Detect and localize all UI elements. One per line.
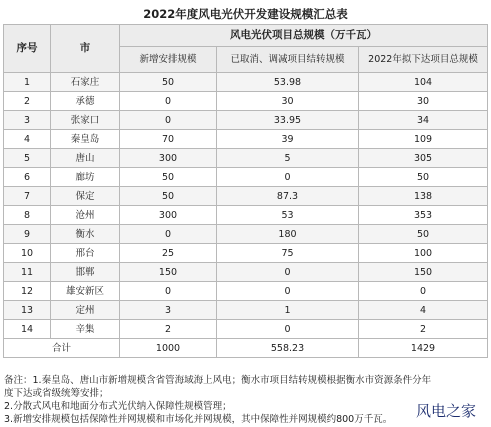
header-city: 市	[51, 25, 120, 73]
cell-new: 0	[120, 111, 217, 130]
cell-total: 0	[359, 282, 488, 301]
cell-city: 石家庄	[51, 73, 120, 92]
table-row	[4, 263, 488, 282]
cell-new: 50	[120, 73, 217, 92]
cell-total: 100	[359, 244, 488, 263]
cell-new: 50	[120, 187, 217, 206]
cell-cancel: 5	[217, 149, 359, 168]
cell-new: 2	[120, 320, 217, 339]
cell-cancel: 180	[217, 225, 359, 244]
total-cancel: 558.23	[217, 339, 359, 358]
cell-city: 张家口	[51, 111, 120, 130]
table-row	[4, 282, 488, 301]
note-line: 度下达或省级统筹安排；	[4, 388, 109, 399]
cell-cancel: 87.3	[217, 187, 359, 206]
cell-seq: 3	[4, 111, 51, 130]
note-line: 备注：1.秦皇岛、唐山市新增规模含省管海域海上风电；衡水市项目结转规模根据衡水市资源条件分年	[4, 375, 432, 386]
note-line: 2.分散式风电和地面分布式光伏纳入保障性规模管理；	[4, 401, 232, 412]
cell-cancel: 39	[217, 130, 359, 149]
total-row	[4, 339, 488, 358]
cell-cancel: 33.95	[217, 111, 359, 130]
cell-cancel: 0	[217, 168, 359, 187]
table-row	[4, 187, 488, 206]
cell-seq: 7	[4, 187, 51, 206]
table-row	[4, 130, 488, 149]
cell-total: 150	[359, 263, 488, 282]
table-row	[4, 225, 488, 244]
cell-city: 邯郸	[51, 263, 120, 282]
header-new: 新增安排规模	[120, 47, 217, 73]
cell-seq: 9	[4, 225, 51, 244]
watermark-logo: 风电之家	[404, 400, 488, 422]
cell-cancel: 53.98	[217, 73, 359, 92]
summary-table	[3, 24, 488, 358]
cell-new: 0	[120, 282, 217, 301]
cell-seq: 4	[4, 130, 51, 149]
table-row	[4, 73, 488, 92]
table-row	[4, 244, 488, 263]
table-row	[4, 168, 488, 187]
cell-cancel: 1	[217, 301, 359, 320]
cell-total: 34	[359, 111, 488, 130]
cell-city: 廊坊	[51, 168, 120, 187]
cell-city: 定州	[51, 301, 120, 320]
cell-new: 70	[120, 130, 217, 149]
total-total: 1429	[359, 339, 488, 358]
cell-new: 0	[120, 225, 217, 244]
cell-seq: 2	[4, 92, 51, 111]
cell-new: 3	[120, 301, 217, 320]
cell-city: 邢台	[51, 244, 120, 263]
cell-city: 秦皇岛	[51, 130, 120, 149]
cell-city: 唐山	[51, 149, 120, 168]
total-new: 1000	[120, 339, 217, 358]
cell-seq: 11	[4, 263, 51, 282]
cell-new: 150	[120, 263, 217, 282]
cell-seq: 13	[4, 301, 51, 320]
cell-total: 50	[359, 168, 488, 187]
cell-cancel: 0	[217, 282, 359, 301]
header-row	[4, 25, 488, 47]
cell-city: 沧州	[51, 206, 120, 225]
cell-cancel: 53	[217, 206, 359, 225]
total-label: 合计	[4, 339, 120, 358]
table-row	[4, 149, 488, 168]
header-group: 风电光伏项目总规模（万千瓦）	[120, 25, 488, 47]
cell-total: 50	[359, 225, 488, 244]
header-seq: 序号	[4, 25, 51, 73]
table-title: 2022年度风电光伏开发建设规模汇总表	[143, 7, 348, 21]
cell-cancel: 30	[217, 92, 359, 111]
cell-total: 109	[359, 130, 488, 149]
cell-new: 50	[120, 168, 217, 187]
cell-new: 300	[120, 206, 217, 225]
cell-seq: 14	[4, 320, 51, 339]
cell-city: 保定	[51, 187, 120, 206]
cell-seq: 5	[4, 149, 51, 168]
header-cancel: 已取消、调减项目结转规模	[217, 47, 359, 73]
table-body	[4, 25, 488, 358]
cell-total: 104	[359, 73, 488, 92]
cell-total: 30	[359, 92, 488, 111]
table-row	[4, 111, 488, 130]
cell-cancel: 75	[217, 244, 359, 263]
cell-total: 2	[359, 320, 488, 339]
cell-new: 0	[120, 92, 217, 111]
cell-total: 4	[359, 301, 488, 320]
cell-seq: 8	[4, 206, 51, 225]
table-row	[4, 320, 488, 339]
cell-seq: 12	[4, 282, 51, 301]
table-row	[4, 301, 488, 320]
cell-cancel: 0	[217, 263, 359, 282]
cell-new: 300	[120, 149, 217, 168]
cell-total: 305	[359, 149, 488, 168]
cell-cancel: 0	[217, 320, 359, 339]
note-line: 3.新增安排规模包括保障性并网规模和市场化并网规模，其中保障性并网规模约800万千瓦。	[4, 414, 393, 425]
table-row	[4, 206, 488, 225]
cell-city: 辛集	[51, 320, 120, 339]
cell-total: 138	[359, 187, 488, 206]
cell-seq: 10	[4, 244, 51, 263]
header-total: 2022年拟下达项目总规模	[359, 47, 488, 73]
cell-new: 25	[120, 244, 217, 263]
cell-city: 衡水	[51, 225, 120, 244]
cell-total: 353	[359, 206, 488, 225]
cell-seq: 1	[4, 73, 51, 92]
table-row	[4, 92, 488, 111]
cell-city: 承德	[51, 92, 120, 111]
cell-seq: 6	[4, 168, 51, 187]
cell-city: 雄安新区	[51, 282, 120, 301]
